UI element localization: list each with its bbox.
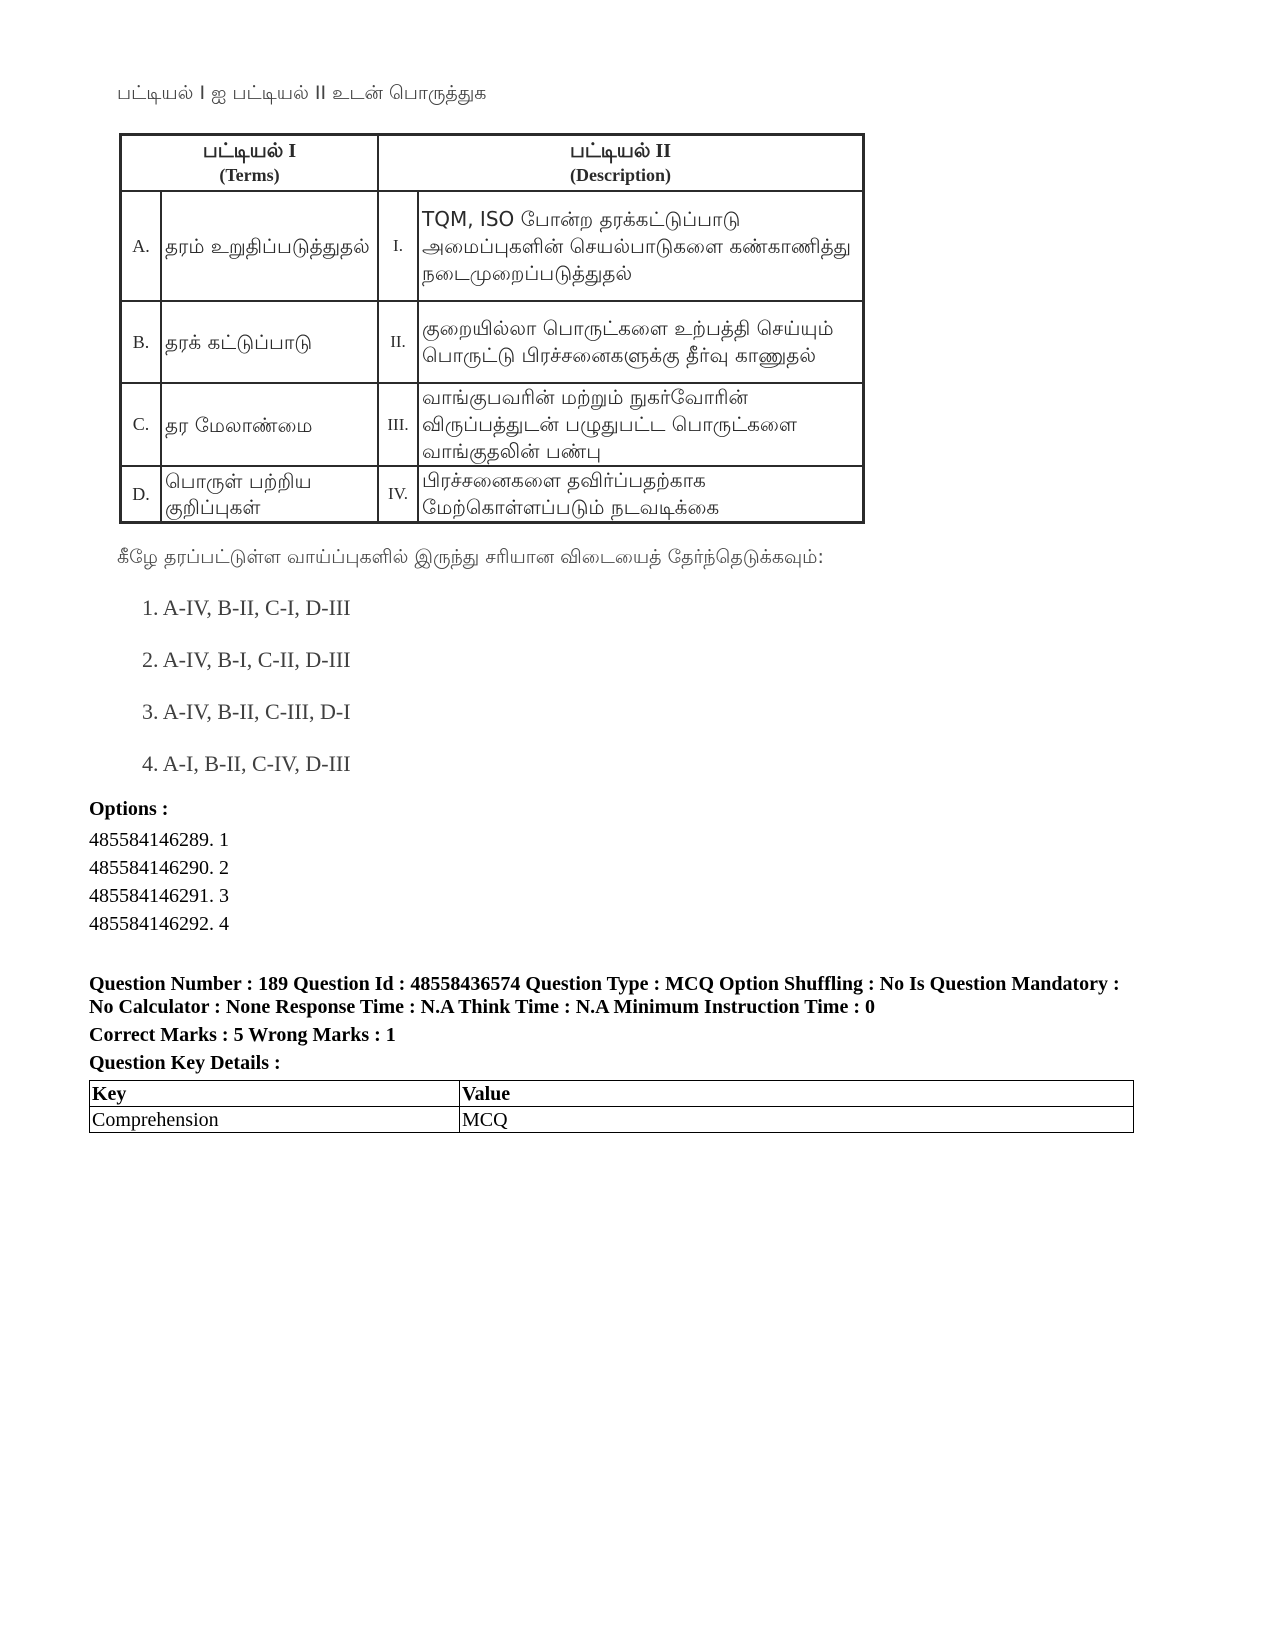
row-term: பொருள் பற்றிய குறிப்புகள் (161, 466, 378, 523)
match-row (121, 383, 864, 466)
row-description: குறையில்லா பொருட்களை உற்பத்தி செய்யும் பொருட்டு பிரச்சனைகளுக்கு தீர்வு காணுதல் (418, 301, 864, 383)
key-details-title: Question Key Details : (89, 1052, 281, 1074)
list-2-subtitle: (Description) (570, 165, 671, 185)
value-cell: MCQ (460, 1107, 1134, 1133)
answer-choices (142, 593, 351, 801)
answer-choice: 3. A-IV, B-II, C-III, D-I (142, 699, 351, 724)
question-heading: பட்டியல் I ஐ பட்டியல் II உடன் பொருத்துக (117, 82, 487, 104)
row-roman: IV. (378, 466, 418, 523)
match-row (121, 191, 864, 301)
option-item: 485584146290. 2 (89, 857, 229, 879)
row-roman: I. (378, 191, 418, 301)
answer-choice: 4. A-I, B-II, C-IV, D-III (142, 751, 351, 776)
row-description: வாங்குபவரின் மற்றும் நுகர்வோரின் விருப்பத்துடன் பழுதுபட்ட பொருட்களை வாங்குதலின் பண்பு (418, 383, 864, 466)
list-2-title: பட்டியல் II (569, 140, 672, 162)
marks-info: Correct Marks : 5 Wrong Marks : 1 (89, 1024, 396, 1046)
row-term: தரம் உறுதிப்படுத்துதல் (161, 191, 378, 301)
row-roman: II. (378, 301, 418, 383)
key-details-table (89, 1080, 1134, 1133)
option-item: 485584146292. 4 (89, 913, 229, 935)
options-list (89, 826, 229, 938)
list-1-header (121, 135, 379, 192)
row-roman: III. (378, 383, 418, 466)
row-description: பிரச்சனைகளை தவிர்ப்பதற்காக மேற்கொள்ளப்படும் நடவடிக்கை (418, 466, 864, 523)
options-title: Options : (89, 798, 169, 820)
answer-choice: 2. A-IV, B-I, C-II, D-III (142, 647, 351, 672)
row-letter: C. (121, 383, 162, 466)
match-row (121, 466, 864, 523)
list-2-header (378, 135, 864, 192)
match-row (121, 301, 864, 383)
match-table (119, 133, 865, 524)
row-term: தர மேலாண்மை (161, 383, 378, 466)
match-table-header (121, 135, 864, 192)
key-header-cell: Key (90, 1081, 460, 1107)
question-instruction: கீழே தரப்பட்டுள்ள வாய்ப்புகளில் இருந்து சரியான விடையைத் தேர்ந்தெடுக்கவும்: (117, 546, 824, 568)
table-row (90, 1107, 1134, 1133)
answer-choice: 1. A-IV, B-II, C-I, D-III (142, 595, 351, 620)
list-1-title: பட்டியல் I (202, 140, 297, 162)
key-table-header (90, 1081, 1134, 1107)
option-item: 485584146291. 3 (89, 885, 229, 907)
question-meta: Question Number : 189 Question Id : 48558436574 Question Type : MCQ Option Shuffling : No Is Question Mandatory : No Calculator : None Response Time : N.A Think Time : N.A Minimum Instruction Time : 0 (89, 973, 1120, 1018)
row-letter: D. (121, 466, 162, 523)
key-cell: Comprehension (90, 1107, 460, 1133)
row-description: TQM, ISO போன்ற தரக்கட்டுப்பாடு அமைப்புகளின் செயல்பாடுகளை கண்காணித்து நடைமுறைப்படுத்துதல் (418, 191, 864, 301)
option-item: 485584146289. 1 (89, 829, 229, 851)
list-1-subtitle: (Terms) (219, 165, 280, 185)
row-letter: B. (121, 301, 162, 383)
row-letter: A. (121, 191, 162, 301)
row-term: தரக் கட்டுப்பாடு (161, 301, 378, 383)
value-header-cell: Value (460, 1081, 1134, 1107)
